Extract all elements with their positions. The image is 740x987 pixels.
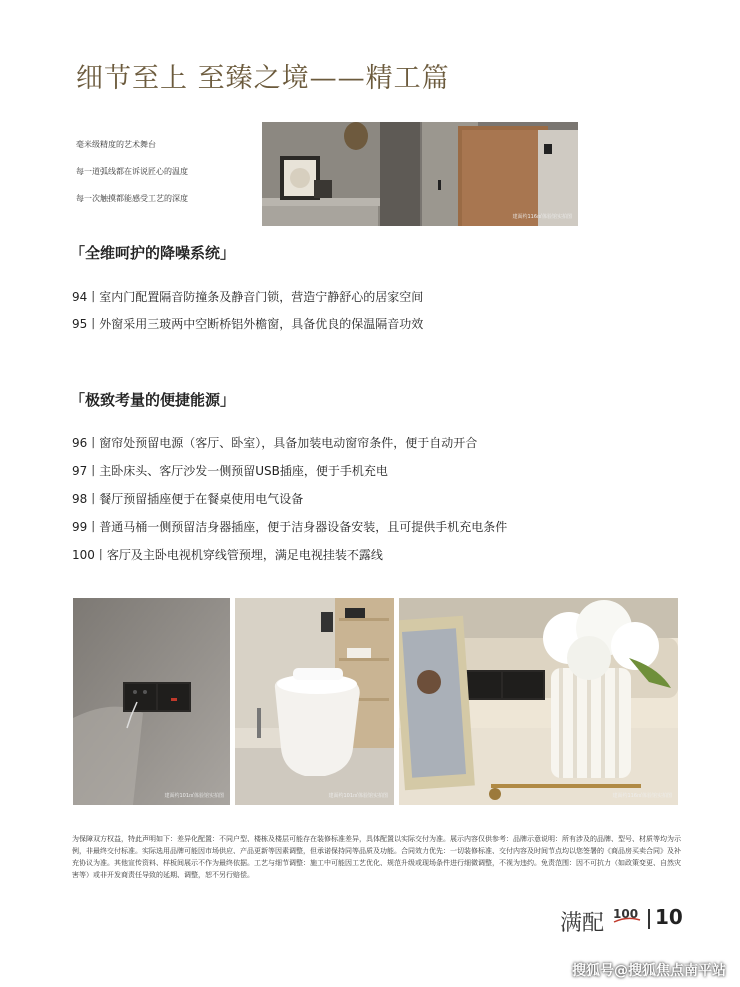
hero-photo-art — [262, 122, 578, 226]
wall-socket-art — [73, 598, 230, 805]
intro-text — [76, 139, 188, 220]
photo-caption: 建面约101㎡体验馆实拍图 — [328, 793, 388, 799]
list-item: 97丨主卧床头、客厅沙发一侧预留USB插座，便于手机充电 — [72, 464, 388, 478]
page-separator — [648, 909, 650, 929]
section-title-noise: 「全维呵护的降噪系统」 — [70, 244, 236, 262]
list-item: 98丨餐厅预留插座便于在餐桌使用电气设备 — [72, 492, 304, 506]
list-item: 96丨窗帘处预留电源（客厅、卧室），具备加装电动窗帘条件，便于自动开合 — [72, 436, 478, 450]
source-watermark: 搜狐号@搜狐焦点南平站 — [572, 963, 726, 979]
photo-caption: 建面约101㎡体验馆实拍图 — [164, 793, 224, 799]
photo-caption: 建面约116㎡体验馆实拍图 — [612, 793, 672, 799]
list-item: 95丨外窗采用三玻两中空断桥铝外檐窗，具备优良的保温隔音功效 — [72, 317, 424, 331]
list-item: 99丨普通马桶一侧预留洁身器插座，便于洁身器设备安装，且可提供手机充电条件 — [72, 520, 508, 534]
section-title-energy: 「极致考量的便捷能源」 — [70, 391, 236, 409]
bedside-usb-photo — [399, 598, 678, 805]
bedside-usb-art — [399, 598, 678, 805]
smart-toilet-photo — [235, 598, 394, 805]
hero-photo-caption: 建面约116㎡体验馆实拍图 — [512, 214, 572, 220]
intro-line: 毫米级精度的艺术舞台 — [76, 140, 156, 149]
badge-text: 100 — [613, 907, 639, 921]
page-number: 10 — [655, 905, 683, 929]
intro-line: 每一次触摸都能感受工艺的深度 — [76, 194, 188, 203]
wall-socket-photo — [73, 598, 230, 805]
brand-badge-icon — [612, 904, 642, 926]
intro-line: 每一道弧线都在诉说匠心的温度 — [76, 167, 188, 176]
list-item: 100丨客厅及主卧电视机穿线管预埋，满足电视挂装不露线 — [72, 548, 383, 562]
badge-art — [612, 904, 642, 926]
disclaimer-text: 为保障双方权益，特此声明如下：差异化配置：不同户型、楼栋及楼层可能存在装修标准差异，具体配置以实际交付为准。展示内容仅供参考：品牌示意说明：所有涉及的品牌、型号、材质等均为示例，非最终交付标准。实际选用品牌可能因市场供应、产品更新等因素调整，但承诺保持同等品质及功能。合同效力优先：一切装修标准、交付内容及时间节点均以您签署的《商品房买卖合同》及补充协议为准。其他宣传资料、样板间展示不作为最终依据。工艺与细节调整：施工中可能因工艺优化、规范升级或现场条件进行细微调整，不视为违约。免责范围：因不可抗力（如政策变更、自然灾害等）或非开发商责任导致的延期、调整，恕不另行赔偿。 — [72, 835, 681, 879]
smart-toilet-art — [235, 598, 394, 805]
page-title: 细节至上 至臻之境——精工篇 — [76, 63, 450, 94]
brand-logo: 满配 — [560, 911, 605, 936]
list-item: 94丨室内门配置隔音防撞条及静音门锁，营造宁静舒心的居家空间 — [72, 290, 424, 304]
hero-interior-photo — [262, 122, 578, 226]
